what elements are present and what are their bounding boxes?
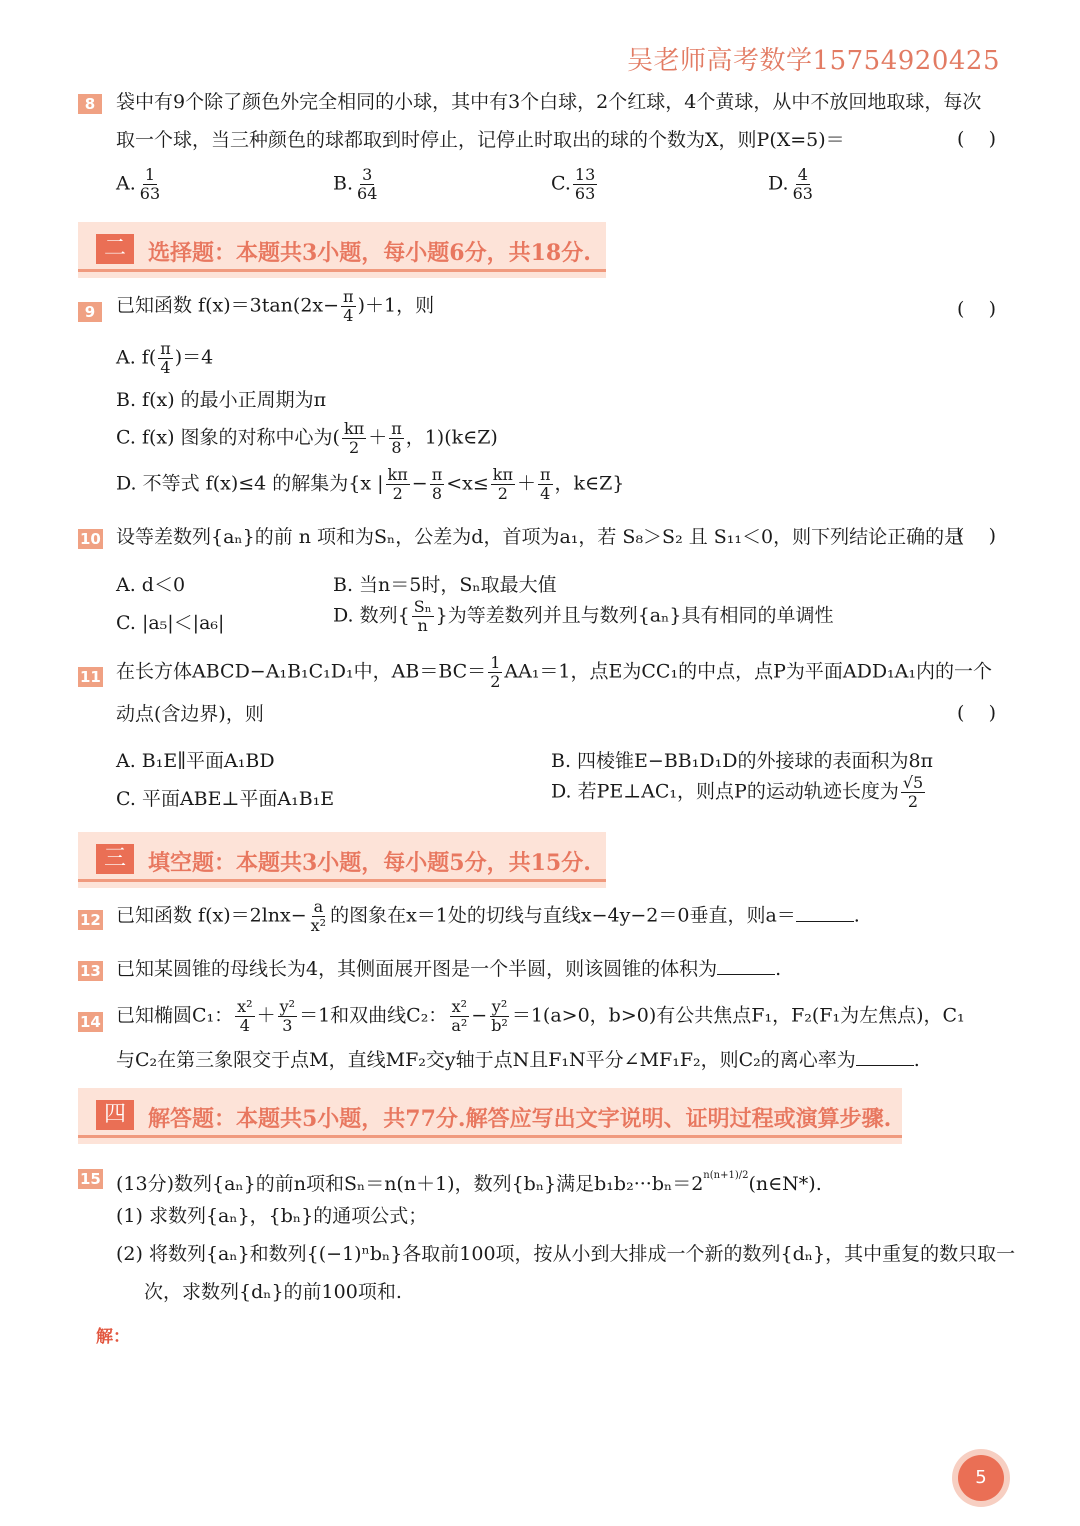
q11-option-c: C. 平面ABE⊥平面A₁B₁E bbox=[116, 788, 335, 810]
q11-stem-line2: 动点(含边界)，则 bbox=[116, 703, 264, 725]
q11-option-b: B. 四棱锥E−BB₁D₁D的外接球的表面积为8π bbox=[551, 750, 934, 772]
q8-option-d: D. $\frac{4}{63}$ bbox=[768, 165, 813, 203]
q8-option-a: A. $\frac{1}{63}$ bbox=[116, 165, 161, 203]
q8-stem-line2: 取一个球，当三种颜色的球都取到时停止，记停止时取出的球的个数为X，则P(X=5)＝ bbox=[116, 129, 845, 151]
q14-stem-line2: 与C₂在第三象限交于点M，直线MF₂交y轴于点N且F₁N平分∠MF₁F₂，则C₂的离心率为 . bbox=[116, 1049, 920, 1071]
question-number-11: 11 bbox=[80, 668, 101, 686]
q11-option-d: D. 若PE⊥AC₁，则点P的运动轨迹长度为 $\frac{√5}{2}$ bbox=[551, 773, 924, 811]
question-number-8: 8 bbox=[78, 92, 102, 114]
q8-stem-line1: 袋中有9个除了颜色外完全相同的小球，其中有3个白球，2个红球，4个黄球，从中不放回地取球，每次 bbox=[116, 91, 982, 113]
exponent: n(n+1)/2 bbox=[703, 1170, 749, 1181]
section-banner-2 bbox=[78, 222, 606, 278]
q8-answer-paren: ( ) bbox=[957, 128, 996, 150]
section-number: 二 bbox=[96, 234, 134, 264]
q9-option-c: C. f(x) 图象的对称中心为( $\frac{k\pi}{2}$ ＋ $\frac{\pi}{8}$ ，1)(k∈Z) bbox=[116, 419, 498, 457]
section-number: 三 bbox=[96, 844, 134, 874]
q10-option-c: C. |a₅|＜|a₆| bbox=[116, 612, 225, 634]
page-number-badge: 5 bbox=[958, 1455, 1004, 1501]
question-number-9: 9 bbox=[78, 300, 102, 322]
section-title: 解答题：本题共5小题，共77分.解答应写出文字说明、证明过程或演算步骤. bbox=[148, 1106, 892, 1132]
q9-option-d: D. 不等式 f(x)≤4 的解集为{x | $\frac{k\pi}{2}$ − $\frac{\pi}{8}$ <x≤ $\frac{k\pi}{2}$ ＋ $\frac{\pi}{4}$ ，k∈Z} bbox=[116, 465, 625, 503]
section-title: 选择题：本题共3小题，每小题6分，共18分. bbox=[148, 240, 591, 266]
q10-option-d: D. 数列{ $\frac{\text{Sₙ}}{n}$ }为等差数列并且与数列{aₙ}具有相同的单调性 bbox=[333, 597, 834, 635]
q12-stem: 已知函数 f(x)＝2lnx− $\frac{a}{\text{x²}}$ 的图象在x＝1处的切线与直线x−4y−2＝0垂直，则a＝ . bbox=[116, 897, 860, 935]
question-number-12: 12 bbox=[80, 911, 101, 929]
q13-stem: 已知某圆锥的母线长为4，其侧面展开图是一个半圆，则该圆锥的体积为 . bbox=[116, 958, 782, 980]
answer-blank[interactable] bbox=[717, 958, 775, 975]
section-title: 填空题：本题共3小题，每小题5分，共15分. bbox=[148, 850, 591, 876]
section-banner-3 bbox=[78, 832, 606, 888]
answer-blank[interactable] bbox=[856, 1049, 914, 1066]
q8-option-c: C. $\frac{13}{63}$ bbox=[551, 165, 596, 203]
q8-option-b: B. $\frac{3}{64}$ bbox=[333, 165, 378, 203]
q10-option-a: A. d＜0 bbox=[116, 574, 186, 596]
q9-option-b: B. f(x) 的最小正周期为π bbox=[116, 389, 327, 411]
answer-blank[interactable] bbox=[796, 905, 854, 922]
question-number-13: 13 bbox=[80, 962, 101, 980]
question-number-15: 15 bbox=[80, 1170, 101, 1188]
q9-answer-paren: ( ) bbox=[957, 298, 996, 320]
question-number-14: 14 bbox=[80, 1013, 101, 1031]
section-banner-4 bbox=[78, 1088, 902, 1144]
q10-option-b: B. 当n＝5时，Sₙ取最大值 bbox=[333, 574, 557, 596]
question-number-10: 10 bbox=[80, 530, 101, 548]
section-number: 四 bbox=[96, 1100, 134, 1130]
solution-label: 解： bbox=[96, 1327, 130, 1347]
q10-answer-paren: ( ) bbox=[957, 525, 996, 547]
header-watermark: 吴老师高考数学15754920425 bbox=[627, 46, 1000, 76]
q11-option-a: A. B₁E∥平面A₁BD bbox=[116, 750, 275, 772]
q9-stem: 已知函数 f(x)＝3tan(2x− $\frac{\pi}{4}$ )＋1，则 bbox=[116, 287, 435, 325]
q10-stem: 设等差数列{aₙ}的前 n 项和为Sₙ，公差为d，首项为a₁，若 S₈＞S₂ 且 S₁₁＜0，则下列结论正确的是 bbox=[116, 526, 964, 548]
q15-part2-line1: (2) 将数列{aₙ}和数列{(−1)ⁿbₙ}各取前100项，按从小到大排成一个新的数列{dₙ}，其中重复的数只取一 bbox=[116, 1243, 1016, 1265]
q11-answer-paren: ( ) bbox=[957, 702, 996, 724]
q11-stem-line1: 在长方体ABCD−A₁B₁C₁D₁中，AB＝BC＝ $\frac{1}{2}$ AA₁＝1，点E为CC₁的中点，点P为平面ADD₁A₁内的一个 bbox=[116, 653, 993, 691]
q15-stem: (13分)数列{aₙ}的前n项和Sₙ＝n(n＋1)，数列{bₙ}满足$b_1b_2\cdot\cdot\cdot b_n=2^{n(n+1)/2}(n\in N*)$. bbox=[116, 1170, 822, 1195]
q15-part1: (1) 求数列{aₙ}，{bₙ}的通项公式； bbox=[116, 1205, 428, 1227]
q14-stem-line1: 已知椭圆C₁： $\frac{\text{x²}}{4}$ ＋ $\frac{\text{y²}}{3}$ ＝1和双曲线C₂： $\frac{\text{x²}}{\text{a²}}$ − $\frac{\text{y²}}{\text{b²}}$ ＝1(a>0，b>0)有公共焦点F₁，F₂(F₁为左焦点)，C₁ bbox=[116, 997, 965, 1035]
q9-option-a: A. f( $\frac{\pi}{4}$ )＝4 bbox=[116, 339, 214, 377]
q15-part2-line2: 次，求数列{dₙ}的前100项和. bbox=[144, 1281, 402, 1303]
